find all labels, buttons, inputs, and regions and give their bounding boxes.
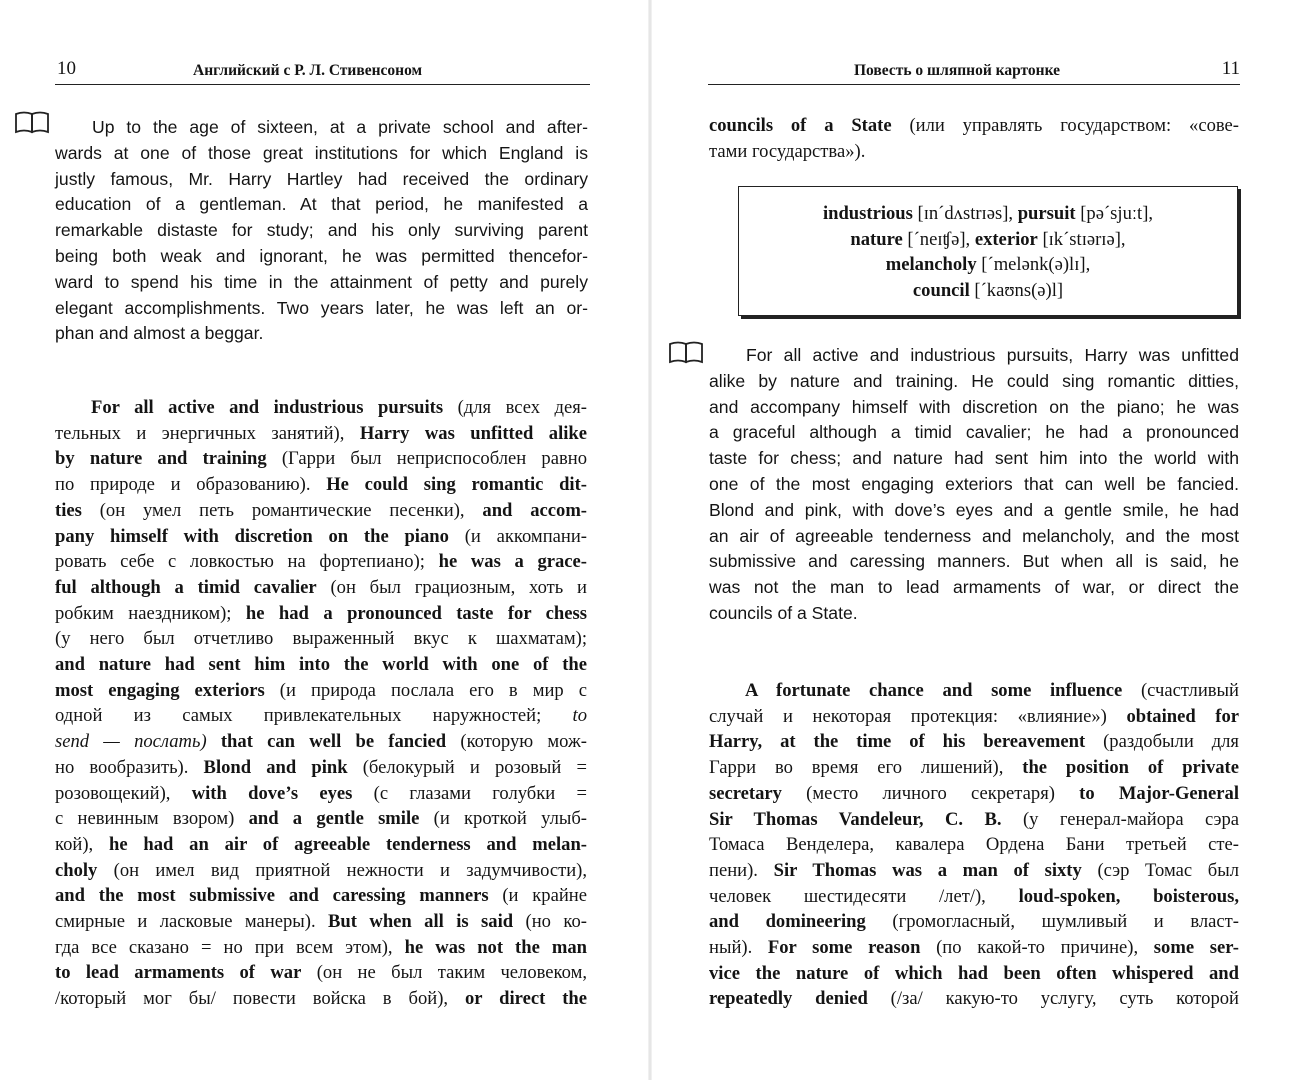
running-title: Повесть о шляпной картонке: [854, 62, 1061, 79]
text-line: most engaging exteriors (и природа послала его в мир с: [55, 679, 588, 701]
annotated-paragraph: [709, 678, 1239, 1012]
text-line: to lead armaments of war (он не был таким человеком,: [55, 962, 588, 984]
annotated-paragraph: [55, 395, 587, 1012]
annotated-paragraph-continued: [709, 113, 1239, 164]
pronunciation-line: council [ˊkaʊns(ə)l]: [912, 280, 1064, 302]
text-line: a graceful although a timid cavalier; he had a pronounced: [709, 422, 1239, 443]
left-page: [0, 0, 650, 1080]
pronunciation-line: melancholy [ˊmelənk(ə)lɪ],: [885, 254, 1091, 276]
text-line: Blond and pink, with dove’s eyes and a gentle smile, he had: [709, 499, 1239, 520]
running-title: Английский с Р. Л. Стивенсоном: [193, 62, 423, 79]
text-line: по природе и образованию). He could sing romantic dit-: [55, 474, 587, 496]
text-line: ties (он умел петь романтические песенки), and accom-: [55, 499, 588, 521]
text-line: repeatedly denied (/за/ какую-то услугу, суть которой: [709, 988, 1239, 1010]
text-line: с невинным взором) and a gentle smile (и кроткой улыб-: [55, 808, 587, 830]
open-book-icon: [668, 341, 704, 365]
text-line: elegant accomplishments. Two years later, he was left an or-: [55, 297, 588, 318]
text-line: случай и некоторая протекция: «влияние») obtained for: [709, 705, 1240, 727]
text-line: being both weak and ignorant, he was permitted thencefor-: [55, 245, 588, 266]
text-line: and domineering (громогласный, шумливый и власт-: [709, 911, 1239, 933]
text-line: an air of agreeable tenderness and melancholy, and the most: [709, 525, 1239, 546]
text-line: /который мог бы/ повести войска в бой), or direct the: [55, 988, 587, 1010]
text-line: ный). For some reason (по какой-то причине), some ser-: [709, 937, 1239, 959]
text-line: wards at one of those great institutions for which England is: [55, 142, 588, 163]
text-line: гда все сказано = но при всем этом), he was not the man: [55, 936, 587, 958]
text-line: taste for chess; and nature had sent him into the world with: [709, 448, 1239, 469]
text-line: alike by nature and training. He could sing romantic ditties,: [709, 370, 1239, 391]
text-line: Up to the age of sixteen, at a private school and after-: [92, 117, 588, 137]
text-line: A fortunate chance and some influence (счастливый: [745, 680, 1239, 701]
text-line: choly (он имел вид приятной нежности и задумчивости),: [55, 859, 587, 881]
text-line: and accompany himself with discretion on the piano; he was: [709, 396, 1239, 417]
text-line: ful although a timid cavalier (он был грациозным, хоть и: [55, 576, 588, 598]
text-line: justly famous, Mr. Harry Hartley had received the ordinary: [55, 168, 588, 189]
text-line: кой), he had an air of agreeable tenderness and melan-: [55, 833, 587, 855]
original-text-paragraph: [709, 343, 1239, 627]
original-text-paragraph: [55, 115, 588, 347]
text-line: send — послать) that can well be fancied (которую мож-: [55, 731, 588, 753]
text-line: но вообразить). Blond and pink (белокурый и розовый =: [55, 756, 587, 778]
text-line: education of a gentleman. At that period, he manifested a: [55, 194, 588, 215]
text-line: one of the most engaging exteriors that can well be fancied.: [709, 473, 1239, 494]
text-line: and nature had sent him into the world with one of the: [55, 654, 587, 676]
text-line: робким наездником); he had a pronounced taste for chess: [55, 602, 587, 624]
text-line: тельных и энергичных занятий), Harry was unfitted alike: [55, 422, 588, 444]
text-line: ward to spend his time in the attainment of petty and purely: [55, 271, 588, 292]
open-book-icon: [14, 111, 50, 135]
text-line: тами государства»).: [709, 140, 866, 162]
text-line: розовощекий), with dove’s eyes (с глазами голубки =: [55, 782, 587, 804]
text-line: submissive and caressing manners. But when all is said, he: [709, 551, 1239, 572]
text-line: смирные и ласковые манеры). But when all is said (но ко-: [55, 911, 587, 933]
text-line: одной из самых привлекательных наружностей; to: [55, 705, 587, 727]
text-line: by nature and training (Гарри был неприспособлен равно: [55, 448, 587, 470]
text-line: remarkable distaste for study; and his only surviving parent: [55, 220, 588, 241]
text-line: For all active and industrious pursuits, Harry was unfitted: [746, 345, 1239, 365]
text-line: (у него был отчетливо выраженный вкус к шахматам);: [55, 628, 587, 650]
text-line: пени). Sir Thomas was a man of sixty (сэр Томас был: [709, 859, 1239, 881]
right-page: [650, 0, 1310, 1080]
page-number: 11: [1221, 58, 1240, 79]
text-line: Harry, at the time of his bereavement (раздобыли для: [709, 731, 1239, 753]
text-line: secretary (место личного секретаря) to Major-General: [709, 782, 1239, 804]
pronunciation-line: nature [ˊneɪʧə], exterior [ɪkˊstɪərɪə],: [850, 228, 1126, 250]
pronunciation-box: [738, 186, 1238, 316]
text-line: Томаса Венделера, кавалера Ордена Бани третьей сте-: [709, 834, 1239, 856]
text-line: phan and almost a beggar.: [55, 323, 264, 344]
text-line: councils of a State (или управлять государством: «сове-: [709, 115, 1239, 136]
right-page-header: [708, 58, 1240, 85]
text-line: For all active and industrious pursuits (для всех дея-: [91, 397, 587, 418]
text-line: человек шестидесяти /лет/), loud-spoken, boisterous,: [709, 885, 1240, 907]
text-line: and the most submissive and caressing manners (и крайне: [55, 885, 587, 907]
left-page-header: [55, 58, 590, 85]
pronunciation-line: industrious [ɪnˊdʌstrɪəs], pursuit [pəˊsjuːt],: [822, 203, 1154, 224]
text-line: Гарри во время его лишений), the position of private: [709, 757, 1239, 779]
text-line: pany himself with discretion on the piano (и аккомпани-: [55, 525, 587, 547]
page-number: 10: [57, 58, 76, 79]
text-line: was not the man to lead armaments of war, or direct the: [709, 577, 1239, 598]
text-line: Sir Thomas Vandeleur, C. B. (у генерал-майора сэра: [709, 808, 1239, 830]
text-line: vice the nature of which had been often whispered and: [709, 962, 1239, 984]
text-line: ровать себе с ловкостью на фортепиано); he was a grace-: [55, 551, 587, 573]
text-line: councils of a State.: [709, 602, 858, 623]
